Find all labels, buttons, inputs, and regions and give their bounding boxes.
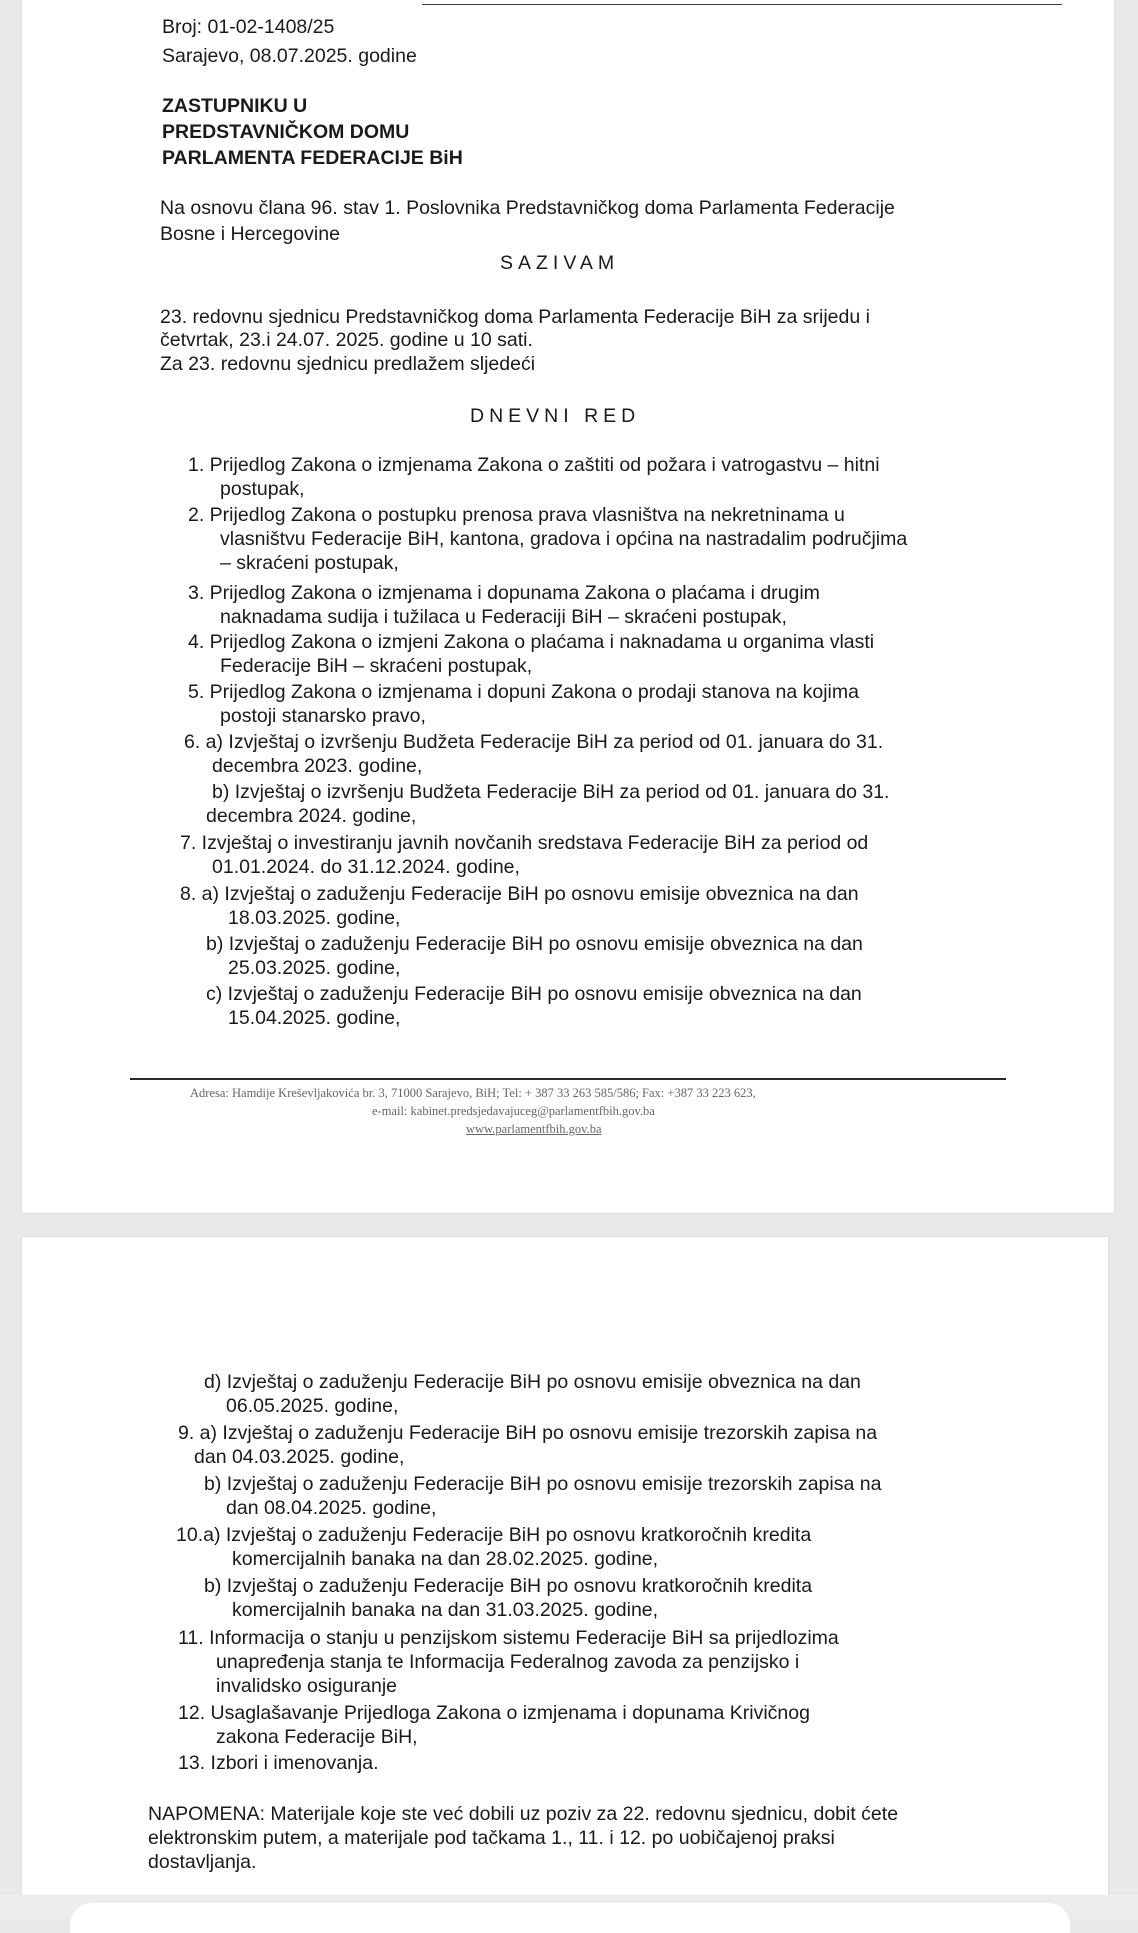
- footer-divider: [130, 1078, 1006, 1080]
- place-date: Sarajevo, 08.07.2025. godine: [162, 45, 417, 67]
- footer-email: e-mail: kabinet.predsjedavajuceg@parlamentfbih.gov.ba: [372, 1104, 655, 1118]
- napomena-line-1: NAPOMENA: Materijale koje ste već dobili uz poziv za 22. redovnu sjednicu, dobit ćete: [148, 1803, 899, 1825]
- footer-website-link[interactable]: www.parlamentfbih.gov.ba: [466, 1122, 602, 1136]
- document-number: Broj: 01-02-1408/25: [162, 16, 335, 38]
- session-line-2: četvrtak, 23.i 24.07. 2025. godine u 10 sati.: [160, 329, 533, 351]
- agenda-item-11-cont: invalidsko osiguranje: [216, 1675, 398, 1697]
- recipient-line-2: PREDSTAVNIČKOM DOMU: [162, 121, 410, 143]
- top-divider: [422, 4, 1062, 5]
- agenda-item-8b: b) Izvještaj o zaduženju Federacije BiH po osnovu emisije obveznica na dan: [206, 933, 863, 955]
- agenda-item-6a: 6. a) Izvještaj o izvršenju Budžeta Federacije BiH za period od 01. januara do 31.: [184, 731, 884, 753]
- agenda-item-8a: 8. a) Izvještaj o zaduženju Federacije BiH po osnovu emisije obveznica na dan: [180, 883, 859, 905]
- dnevni-red-heading: DNEVNI RED: [470, 405, 641, 427]
- recipient-line-1: ZASTUPNIKU U: [162, 95, 308, 117]
- document-page-1: [22, 0, 1114, 1213]
- agenda-item-8a-cont: 18.03.2025. godine,: [228, 907, 401, 929]
- agenda-item-10a: 10.a) Izvještaj o zaduženju Federacije BiH po osnovu kratkoročnih kredita: [176, 1524, 812, 1546]
- agenda-item-8b-cont: 25.03.2025. godine,: [228, 957, 401, 979]
- agenda-item-8c-cont: 15.04.2025. godine,: [228, 1007, 401, 1029]
- intro-line-1: Na osnovu člana 96. stav 1. Poslovnika Predstavničkog doma Parlamenta Federacije: [160, 197, 895, 219]
- napomena-line-3: dostavljanja.: [148, 1851, 257, 1873]
- agenda-item-9b: b) Izvještaj o zaduženju Federacije BiH po osnovu emisije trezorskih zapisa na: [204, 1473, 882, 1495]
- agenda-item-7-cont: 01.01.2024. do 31.12.2024. godine,: [212, 856, 520, 878]
- next-page-card: [70, 1903, 1070, 1933]
- agenda-item-1-cont: postupak,: [220, 478, 305, 500]
- agenda-item-8c: c) Izvještaj o zaduženju Federacije BiH po osnovu emisije obveznica na dan: [206, 983, 862, 1005]
- agenda-item-8d: d) Izvještaj o zaduženju Federacije BiH po osnovu emisije obveznica na dan: [204, 1371, 861, 1393]
- agenda-item-11: 11. Informacija o stanju u penzijskom sistemu Federacije BiH sa prijedlozima: [178, 1627, 839, 1649]
- agenda-item-5-cont: postoji stanarsko pravo,: [220, 705, 426, 727]
- recipient-line-3: PARLAMENTA FEDERACIJE BiH: [162, 147, 463, 169]
- footer-address: Adresa: Hamdije Kreševljakovića br. 3, 71000 Sarajevo, BiH; Tel: + 387 33 263 585/586; Fax: +387 33 223 623,: [190, 1086, 756, 1100]
- agenda-item-12: 12. Usaglašavanje Prijedloga Zakona o izmjenama i dopunama Krivičnog: [178, 1702, 810, 1724]
- agenda-item-2-cont: – skraćeni postupak,: [220, 552, 399, 574]
- agenda-item-2-cont: vlasništvu Federacije BiH, kantona, gradova i općina na nastradalim područjima: [220, 528, 908, 550]
- agenda-item-9a-cont: dan 04.03.2025. godine,: [194, 1446, 405, 1468]
- agenda-item-10b: b) Izvještaj o zaduženju Federacije BiH po osnovu kratkoročnih kredita: [204, 1575, 813, 1597]
- intro-line-2: Bosne i Hercegovine: [160, 223, 340, 245]
- agenda-item-13: 13. Izbori i imenovanja.: [178, 1752, 379, 1774]
- sazivam-heading: SAZIVAM: [500, 252, 620, 274]
- session-line-3: Za 23. redovnu sjednicu predlažem sljedeći: [160, 353, 536, 375]
- agenda-item-3: 3. Prijedlog Zakona o izmjenama i dopunama Zakona o plaćama i drugim: [188, 582, 820, 604]
- session-line-1: 23. redovnu sjednicu Predstavničkog doma Parlamenta Federacije BiH za srijedu i: [160, 306, 870, 328]
- agenda-item-7: 7. Izvještaj o investiranju javnih novčanih sredstava Federacije BiH za period od: [180, 832, 869, 854]
- agenda-item-6a-cont: decembra 2023. godine,: [212, 755, 423, 777]
- agenda-item-5: 5. Prijedlog Zakona o izmjenama i dopuni Zakona o prodaji stanova na kojima: [188, 681, 859, 703]
- agenda-item-2: 2. Prijedlog Zakona o postupku prenosa prava vlasništva na nekretninama u: [188, 504, 845, 526]
- document-page-2: [22, 1237, 1108, 1895]
- agenda-item-4-cont: Federacije BiH – skraćeni postupak,: [220, 655, 533, 677]
- agenda-item-10a-cont: komercijalnih banaka na dan 28.02.2025. godine,: [232, 1548, 659, 1570]
- agenda-item-12-cont: zakona Federacije BiH,: [216, 1726, 418, 1748]
- agenda-item-3-cont: naknadama sudija i tužilaca u Federaciji BiH – skraćeni postupak,: [220, 606, 787, 628]
- viewer-bottom-strip: [0, 1895, 1138, 1920]
- agenda-item-6b: b) Izvještaj o izvršenju Budžeta Federacije BiH za period od 01. januara do 31.: [212, 781, 890, 803]
- agenda-item-1: 1. Prijedlog Zakona o izmjenama Zakona o zaštiti od požara i vatrogastvu – hitni: [188, 454, 880, 476]
- agenda-item-6b-cont: decembra 2024. godine,: [206, 805, 417, 827]
- agenda-item-10b-cont: komercijalnih banaka na dan 31.03.2025. godine,: [232, 1599, 659, 1621]
- agenda-item-8d-cont: 06.05.2025. godine,: [226, 1395, 399, 1417]
- agenda-item-9a: 9. a) Izvještaj o zaduženju Federacije BiH po osnovu emisije trezorskih zapisa na: [178, 1422, 878, 1444]
- agenda-item-4: 4. Prijedlog Zakona o izmjeni Zakona o plaćama i naknadama u organima vlasti: [188, 631, 875, 653]
- agenda-item-11-cont: unapređenja stanja te Informacija Federalnog zavoda za penzijsko i: [216, 1651, 800, 1673]
- agenda-item-9b-cont: dan 08.04.2025. godine,: [226, 1497, 437, 1519]
- napomena-line-2: elektronskim putem, a materijale pod tačkama 1., 11. i 12. po uobičajenoj praksi: [148, 1827, 835, 1849]
